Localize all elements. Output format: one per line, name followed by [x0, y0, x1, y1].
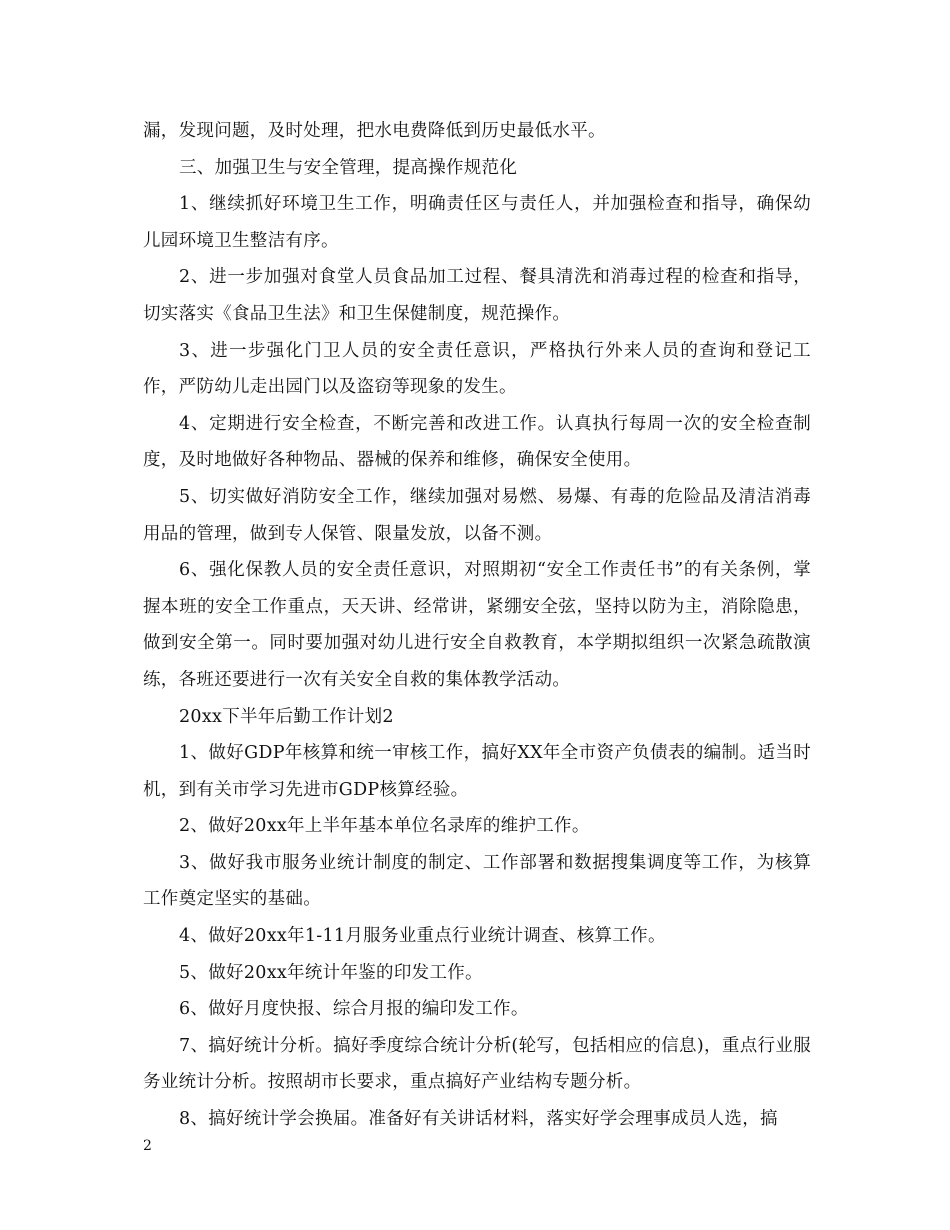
paragraph: 1、继续抓好环境卫生工作，明确责任区与责任人，并加强检查和指导，确保幼儿园环境卫生整洁有序。 — [143, 194, 811, 251]
paragraph: 2、做好20xx年上半年基本单位名录库的维护工作。 — [179, 816, 590, 837]
paragraph: 8、搞好统计学会换届。准备好有关讲话材料，落实好学会理事成员人选，搞 — [179, 1109, 778, 1130]
page-number: 2 — [143, 1138, 152, 1154]
paragraph: 7、搞好统计分析。搞好季度综合统计分析(轮写，包括相应的信息)，重点行业服务业统计分析。按照胡市长要求，重点搞好产业结构专题分析。 — [143, 1035, 811, 1093]
paragraph: 4、做好20xx年1-11月服务业重点行业统计调查、核算工作。 — [179, 926, 666, 947]
paragraph: 6、做好月度快报、综合月报的编印发工作。 — [179, 999, 529, 1020]
document-body — [143, 113, 811, 1138]
paragraph: 6、强化保教人员的安全责任意识，对照期初“安全工作责任书”的有关条例，掌握本班的安全工作重点，天天讲、经常讲，紧绷安全弦，坚持以防为主，消除隐患，做到安全第一。同时要加强对幼儿进行安全自救教育，本学期拟组织一次紧急疏散演练，各班还要进行一次有关安全自救的集体教学活动。 — [143, 560, 811, 690]
paragraph: 5、切实做好消防安全工作，继续加强对易燃、易爆、有毒的危险品及清洁消毒用品的管理，做到专人保管、限量发放，以备不测。 — [143, 486, 811, 544]
paragraph: 3、做好我市服务业统计制度的制定、工作部署和数据搜集调度等工作，为核算工作奠定坚实的基础。 — [143, 852, 811, 910]
paragraph: 1、做好GDP年核算和统一审核工作，搞好XX年全市资产负债表的编制。适当时机，到有关市学习先进市GDP核算经验。 — [143, 743, 811, 800]
paragraph: 3、进一步强化门卫人员的安全责任意识，严格执行外来人员的查询和登记工作，严防幼儿走出园门以及盗窃等现象的发生。 — [143, 340, 811, 398]
paragraph: 4、定期进行安全检查，不断完善和改进工作。认真执行每周一次的安全检查制度，及时地做好各种物品、器械的保养和维修，确保安全使用。 — [143, 413, 811, 471]
section-heading: 20xx下半年后勤工作计划2 — [179, 706, 394, 727]
section-heading: 三、加强卫生与安全管理，提高操作规范化 — [179, 157, 518, 178]
paragraph: 2、进一步加强对食堂人员食品加工过程、餐具清洗和消毒过程的检查和指导，切实落实《食品卫生法》和卫生保健制度，规范操作。 — [143, 267, 811, 324]
paragraph: 5、做好20xx年统计年鉴的印发工作。 — [179, 962, 483, 983]
paragraph: 漏，发现问题，及时处理，把水电费降低到历史最低水平。 — [143, 121, 606, 141]
